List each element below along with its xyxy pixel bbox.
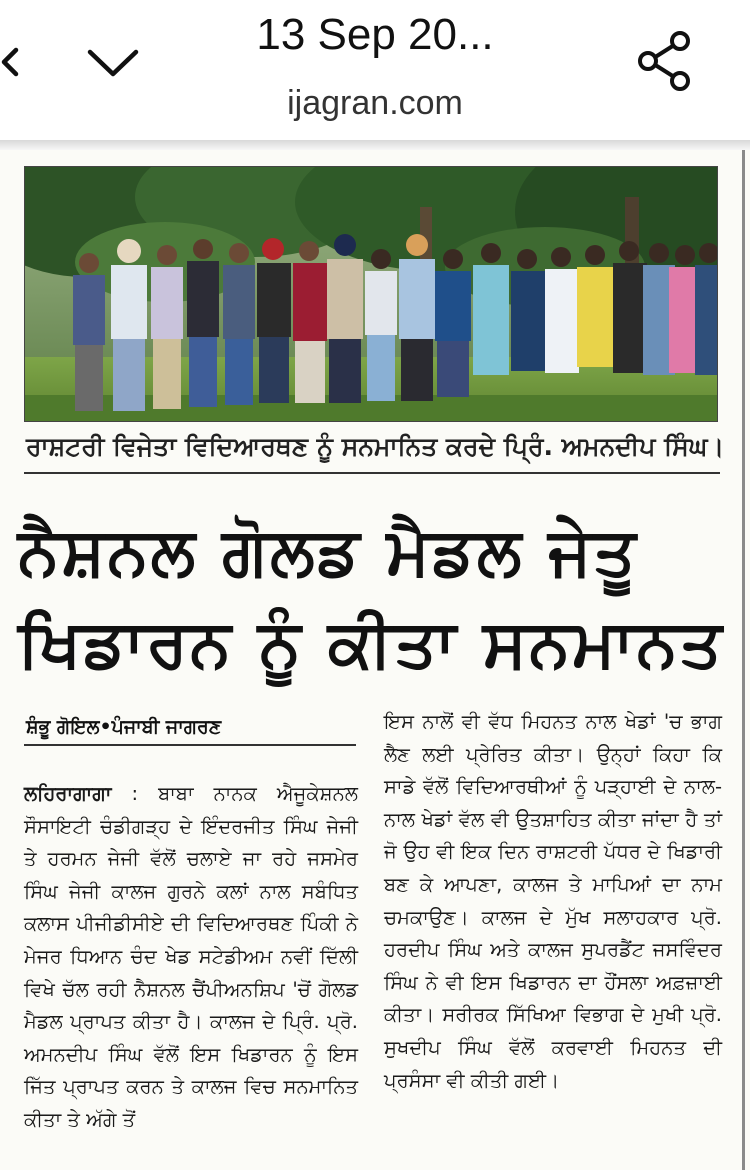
headline-line-1: ਨੈਸ਼ਨਲ ਗੋਲਡ ਮੈਡਲ ਜੇਤੂ: [18, 513, 638, 590]
photo-caption: ਰਾਸ਼ਟਰੀ ਵਿਜੇਤਾ ਵਿਦਿਆਰਥਣ ਨੂੰ ਸਨਮਾਨਿਤ ਕਰਦੇ ਪ੍ਰਿੰ. ਅਮਨਦੀਪ ਸਿੰਘ।: [26, 432, 725, 461]
share-icon: [632, 28, 698, 94]
caption-rule: [24, 472, 720, 474]
group-photo-illustration: [25, 167, 717, 421]
browser-top-bar: [0, 0, 750, 140]
article-column-left: [24, 778, 358, 1148]
page-url[interactable]: ijagran.com: [287, 84, 463, 122]
body-text-left: : ਬਾਬਾ ਨਾਨਕ ਐਜੂਕੇਸ਼ਨਲ ਸੌਸਾਇਟੀ ਚੰਡੀਗੜ੍ਹ ਦੇ ਇੰਦਰਜੀਤ ਸਿੰਘ ਜੇਜੀ ਤੇ ਹਰਮਨ ਜੇਜੀ ਵੱਲੋਂ ਚਲਾਏ ਜਾ ਰਹੇ ਜਸਮੇਰ ਸਿੰਘ ਜੇਜੀ ਕਾਲਜ ਗੁਰਨੇ ਕਲਾਂ ਨਾਲ ਸਬੰਧਿਤ ਕਲਾਸ ਪੀਜੀਡੀਸੀਏ ਦੀ ਵਿਦਿਆਰਥਣ ਪਿੰਕੀ ਨੇ ਮੇਜਰ ਧਿਆਨ ਚੰਦ ਖੇਡ ਸਟੇਡੀਅਮ ਨਵੀਂ ਦਿੱਲੀ ਵਿਖੇ ਚੱਲ ਰਹੀ ਨੈਸ਼ਨਲ ਚੈਂਪੀਅਨਸ਼ਿਪ 'ਚੋਂ ਗੋਲਡ ਮੈਡਲ ਪ੍ਰਾਪਤ ਕੀਤਾ ਹੈ। ਕਾਲਜ ਦੇ ਪ੍ਰਿੰ. ਪ੍ਰੋ. ਅਮਨਦੀਪ ਸਿੰਘ ਵੱਲੋਂ ਇਸ ਖਿਡਾਰਨ ਨੂੰ ਇਸ ਜਿੱਤ ਪ੍ਰਾਪਤ ਕਰਨ ਤੇ ਕਾਲਜ ਵਿਚ ਸਨਮਾਨਿਤ ਕੀਤਾ ਤੇ ਅੱਗੇ ਤੋਂ: [24, 782, 358, 1131]
page-title: 13 Sep 20...: [256, 10, 494, 59]
toolbar-divider: [0, 140, 750, 150]
headline-line-2: ਖਿਡਾਰਨ ਨੂੰ ਕੀਤਾ ਸਨਮਾਨਤ: [18, 605, 724, 682]
body-text-right: ਇਸ ਨਾਲੋਂ ਵੀ ਵੱਧ ਮਿਹਨਤ ਨਾਲ ਖੇਡਾਂ 'ਚ ਭਾਗ ਲੈਣ ਲਈ ਪ੍ਰੇਰਿਤ ਕੀਤਾ। ਉਨ੍ਹਾਂ ਕਿਹਾ ਕਿ ਸਾਡੇ ਵੱਲੋਂ ਵਿਦਿਆਰਥੀਆਂ ਨੂੰ ਪੜ੍ਹਾਈ ਦੇ ਨਾਲ-ਨਾਲ ਖੇਡਾਂ ਵੱਲ ਵੀ ਉਤਸ਼ਾਹਿਤ ਕੀਤਾ ਜਾਂਦਾ ਹੈ ਤਾਂ ਜੋ ਉਹ ਵੀ ਇਕ ਦਿਨ ਰਾਸ਼ਟਰੀ ਪੱਧਰ ਦੇ ਖਿਡਾਰੀ ਬਣ ਕੇ ਆਪਣਾ, ਕਾਲਜ ਤੇ ਮਾਪਿਆਂ ਦਾ ਨਾਮ ਚਮਕਾਉਣ। ਕਾਲਜ ਦੇ ਮੁੱਖ ਸਲਾਹਕਾਰ ਪ੍ਰੋ. ਹਰਦੀਪ ਸਿੰਘ ਅਤੇ ਕਾਲਜ ਸੁਪਰਡੈਂਟ ਜਸਵਿੰਦਰ ਸਿੰਘ ਨੇ ਵੀ ਇਸ ਖਿਡਾਰਨ ਦਾ ਹੌਂਸਲਾ ਅਫ਼ਜ਼ਾਈ ਕੀਤਾ। ਸਰੀਰਕ ਸਿੱਖਿਆ ਵਿਭਾਗ ਦੇ ਮੁਖੀ ਪ੍ਰੋ. ਸੁਖਦੀਪ ਸਿੰਘ ਵੱਲੋਂ ਕਰਵਾਈ ਮਿਹਨਤ ਦੀ ਪ੍ਰਸੰਸਾ ਵੀ ਕੀਤੀ ਗਈ।: [384, 710, 722, 1092]
article-column-right: [384, 706, 722, 1150]
byline-rule: [24, 744, 356, 746]
dateline: ਲਹਿਰਾਗਾਗਾ: [24, 782, 112, 805]
clipping-edge: [742, 150, 745, 1170]
group-photo: [24, 166, 718, 422]
share-button[interactable]: [632, 28, 698, 94]
byline: ਸ਼ੰਭੂ ਗੋਇਲ•ਪੰਜਾਬੀ ਜਾਗਰਣ: [26, 716, 222, 738]
